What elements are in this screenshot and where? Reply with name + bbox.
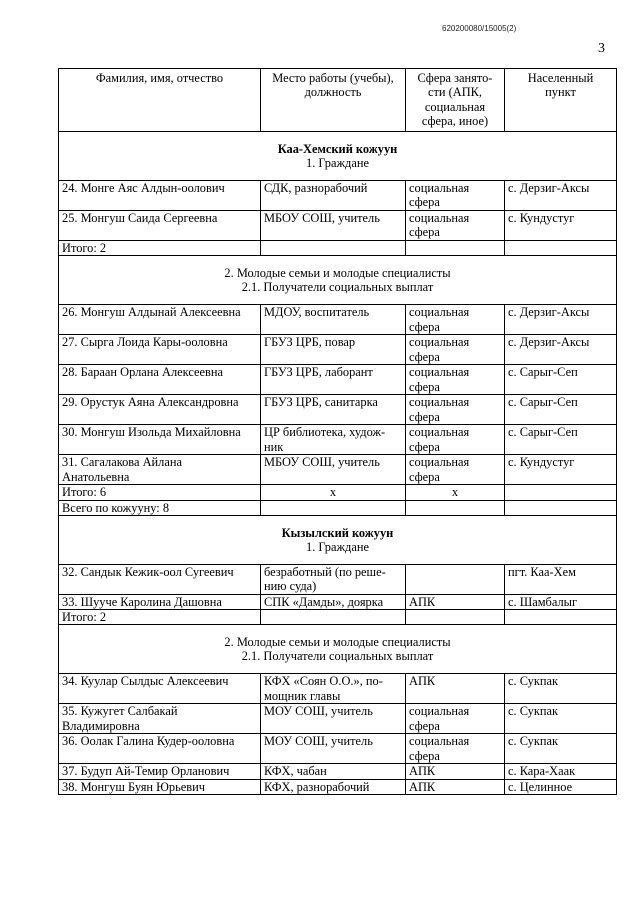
section-title: Каа-Хемский кожуун — [277, 141, 398, 156]
table-cell: 28. Бараан Орлана Алексеевна — [59, 365, 261, 395]
table-cell: Итого: 2 — [59, 241, 261, 256]
table-cell: социальная сфера — [406, 395, 505, 425]
table-cell: КФХ «Соян О.О.», по- мощник главы — [261, 674, 406, 704]
table-row — [59, 211, 617, 241]
table-cell: с. Сукпак — [505, 704, 617, 734]
table-cell: социальная сфера — [406, 335, 505, 365]
table-cell: МОУ СОШ, учитель — [261, 704, 406, 734]
table-cell: с. Кундустуг — [505, 211, 617, 241]
table-cell: ГБУЗ ЦРБ, санитарка — [261, 395, 406, 425]
table-cell — [505, 500, 617, 515]
table-cell — [406, 564, 505, 594]
table-cell: 27. Сырга Лоида Кары-ооловна — [59, 335, 261, 365]
table-cell: с. Сарыг-Сеп — [505, 425, 617, 455]
grand-total-row — [59, 500, 617, 515]
section-header — [59, 132, 617, 181]
table-cell: МДОУ, воспитатель — [261, 305, 406, 335]
table-cell: социальная сфера — [406, 365, 505, 395]
table-cell: 38. Монгуш Буян Юрьевич — [59, 779, 261, 794]
table-cell: АПК — [406, 674, 505, 704]
table-cell — [59, 132, 617, 181]
table-cell: безработный (по реше- нию суда) — [261, 564, 406, 594]
table-cell: Итого: 2 — [59, 610, 261, 625]
section-header — [59, 625, 617, 674]
x-mark: х — [261, 485, 406, 500]
section-header — [59, 515, 617, 564]
header-full-name: Фамилия, имя, отчество — [59, 69, 261, 132]
table-row — [59, 365, 617, 395]
table-row — [59, 594, 617, 609]
table-row — [59, 779, 617, 794]
table-cell: ГБУЗ ЦРБ, лаборант — [261, 365, 406, 395]
table-cell: с. Сарыг-Сеп — [505, 395, 617, 425]
table-cell — [505, 610, 617, 625]
table-cell: АПК — [406, 764, 505, 779]
table-cell: МБОУ СОШ, учитель — [261, 211, 406, 241]
subsection-subtitle: 2.1. Получатели социальных выплат — [241, 649, 434, 664]
table-cell: социальная сфера — [406, 455, 505, 485]
table-cell: Всего по кожууну: 8 — [59, 500, 261, 515]
table-cell: с. Сарыг-Сеп — [505, 365, 617, 395]
table-cell: АПК — [406, 594, 505, 609]
table-cell: 31. Сагалакова Айлана Анатольевна — [59, 455, 261, 485]
table-cell: 37. Будуп Ай-Темир Орланович — [59, 764, 261, 779]
subsection-subtitle: 2.1. Получатели социальных выплат — [241, 280, 434, 295]
table-row — [59, 335, 617, 365]
table-cell — [261, 241, 406, 256]
table-cell: Итого: 6 — [59, 485, 261, 500]
table-cell: с. Дерзиг-Аксы — [505, 305, 617, 335]
section-title: Кызылский кожуун — [281, 525, 394, 540]
table-cell: ГБУЗ ЦРБ, повар — [261, 335, 406, 365]
table-cell: пгт. Каа-Хем — [505, 564, 617, 594]
table-row — [59, 704, 617, 734]
document-id: 620200080/15005(2) — [442, 24, 517, 33]
subsection-title: 1. Граждане — [306, 156, 369, 170]
table-cell — [406, 241, 505, 256]
table-cell: 33. Шууче Каролина Дашовна — [59, 594, 261, 609]
table-row — [59, 395, 617, 425]
subtotal-row — [59, 610, 617, 625]
table-cell: с. Шамбалыг — [505, 594, 617, 609]
table-cell: КФХ, чабан — [261, 764, 406, 779]
table-cell: 29. Орустук Аяна Александровна — [59, 395, 261, 425]
table-cell: СДК, разнорабочий — [261, 181, 406, 211]
table-cell — [505, 241, 617, 256]
table-row — [59, 734, 617, 764]
header-sphere: Сфера занято- сти (АПК, социальная сфера, иное) — [406, 69, 505, 132]
table-cell: СПК «Дамды», доярка — [261, 594, 406, 609]
table-cell: КФХ, разнорабочий — [261, 779, 406, 794]
table-row — [59, 455, 617, 485]
table-cell: с. Целинное — [505, 779, 617, 794]
table-row — [59, 305, 617, 335]
table-cell — [261, 500, 406, 515]
table-cell: социальная сфера — [406, 704, 505, 734]
table-cell: 24. Монге Аяс Алдын-оолович — [59, 181, 261, 211]
table-cell: 25. Монгуш Саида Сергеевна — [59, 211, 261, 241]
table-cell: 32. Сандык Кежик-оол Сугеевич — [59, 564, 261, 594]
table-cell: 35. Кужугет Салбакай Владимировна — [59, 704, 261, 734]
table-cell: социальная сфера — [406, 181, 505, 211]
table-cell: социальная сфера — [406, 734, 505, 764]
page-number: 3 — [598, 41, 605, 56]
table-cell: с. Сукпак — [505, 674, 617, 704]
table-cell: с. Кундустуг — [505, 455, 617, 485]
table-cell: ЦР библиотека, худож- ник — [261, 425, 406, 455]
table-cell: социальная сфера — [406, 211, 505, 241]
table-cell: АПК — [406, 779, 505, 794]
table-cell: 26. Монгуш Алдынай Алексеевна — [59, 305, 261, 335]
table-cell: социальная сфера — [406, 425, 505, 455]
table-cell — [505, 485, 617, 500]
table-cell: с. Дерзиг-Аксы — [505, 335, 617, 365]
subsection-title: 2. Молодые семьи и молодые специалисты — [224, 635, 451, 650]
header-workplace: Место работы (учебы), должность — [261, 69, 406, 132]
subtotal-row — [59, 485, 617, 500]
table-cell: МОУ СОШ, учитель — [261, 734, 406, 764]
table-cell: 30. Монгуш Изольда Михайловна — [59, 425, 261, 455]
table-cell: 36. Оолак Галина Кудер-ооловна — [59, 734, 261, 764]
table-cell — [59, 625, 617, 674]
table-header-row — [59, 69, 617, 132]
subsection-title: 1. Граждане — [306, 539, 369, 554]
table-row — [59, 674, 617, 704]
table-cell — [406, 610, 505, 625]
subsection-title: 2. Молодые семьи и молодые специалисты — [224, 266, 451, 280]
table-cell: МБОУ СОШ, учитель — [261, 455, 406, 485]
table-cell — [59, 515, 617, 564]
table-cell — [261, 610, 406, 625]
table-cell — [406, 500, 505, 515]
table-row — [59, 425, 617, 455]
section-header — [59, 256, 617, 305]
recipients-table — [58, 68, 617, 795]
table-cell: с. Дерзиг-Аксы — [505, 181, 617, 211]
x-mark: х — [406, 485, 505, 500]
table-cell: с. Сукпак — [505, 734, 617, 764]
header-settlement: Населенный пункт — [505, 69, 617, 132]
table-cell — [59, 256, 617, 305]
subtotal-row — [59, 241, 617, 256]
table-row — [59, 764, 617, 779]
table-row — [59, 564, 617, 594]
table-cell: с. Кара-Хаак — [505, 764, 617, 779]
table-cell: социальная сфера — [406, 305, 505, 335]
table-cell: 34. Куулар Сылдыс Алексеевич — [59, 674, 261, 704]
table-row — [59, 181, 617, 211]
